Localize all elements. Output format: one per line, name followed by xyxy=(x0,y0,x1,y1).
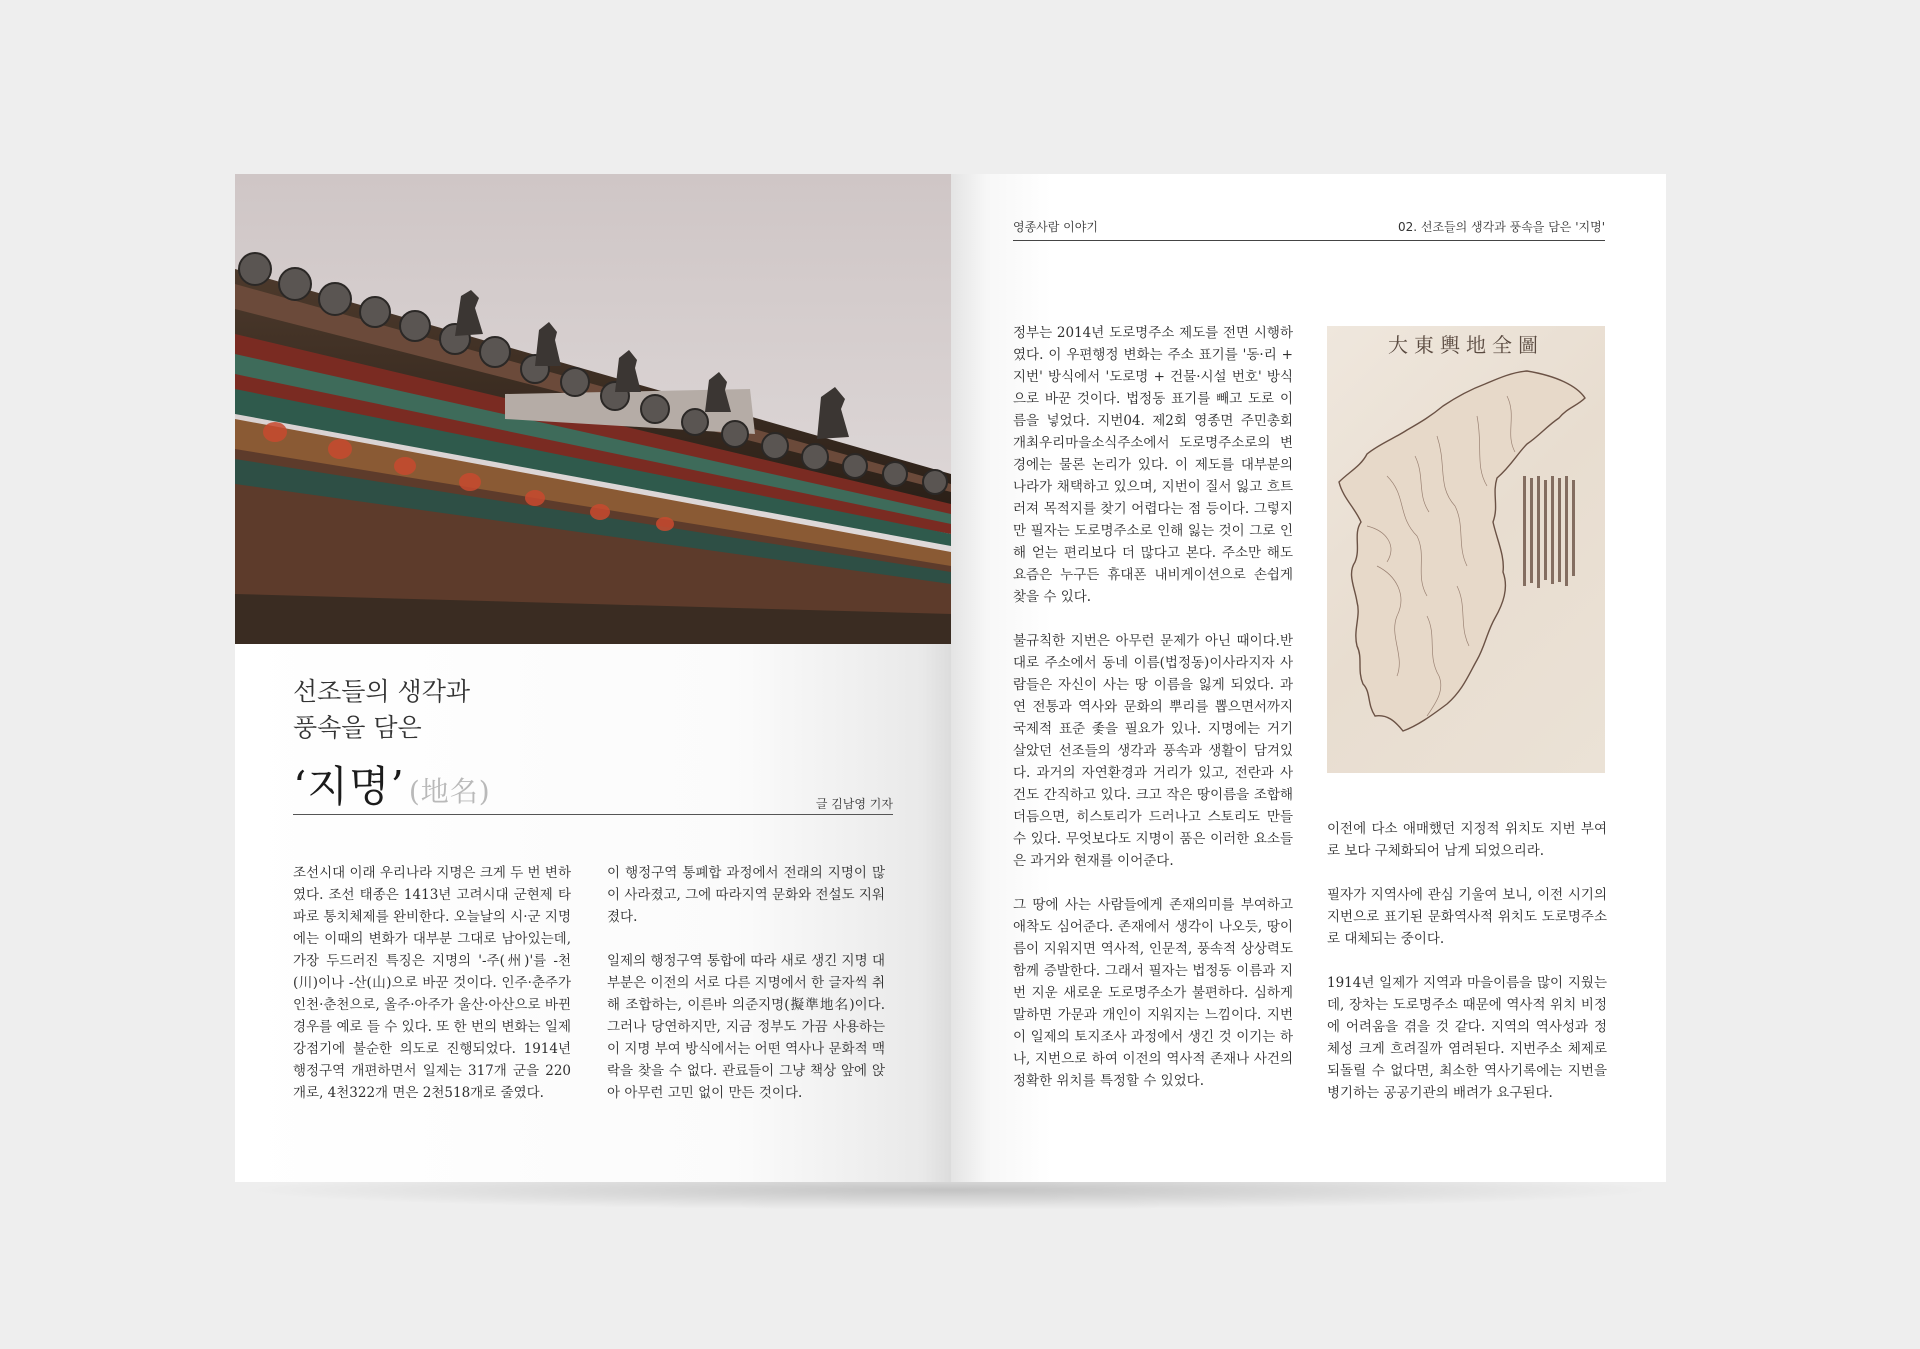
paragraph: 그 땅에 사는 사람들에게 존재의미를 부여하고 애착도 심어준다. 존재에서 생각이 나오듯, 땅이름이 지워지면 역사적, 인문적, 풍속적 상상력도 함께 증발한다. 그래서 필자는 법정동 이름과 지번 지운 새로운 도로명주소가 불편하다. 심하게 말하면 가문과 개인이 지워지는 느낌이다. 지번이 일제의 토지조사 과정에서 생긴 것 이기는 하나, 지번으로 하여 이전의 역사적 존재나 사건의 정확한 위치를 특정할 수 있었다. xyxy=(1013,897,1293,1089)
palace-roof-photo xyxy=(235,174,951,644)
paragraph: 이전에 다소 애매했던 지정적 위치도 지번 부여로 보다 구체화되어 남게 되었으리라. xyxy=(1327,821,1607,859)
running-head-left: 영종사람 이야기 xyxy=(1013,220,1098,234)
article-headline xyxy=(293,754,491,814)
headline-text: ‘지명’ xyxy=(293,762,405,811)
left-page xyxy=(235,174,951,1182)
map-title: 大東輿地全圖 xyxy=(1388,333,1544,357)
article-subtitle xyxy=(293,674,893,746)
running-head-right: 02. 선조들의 생각과 풍속을 담은 '지명' xyxy=(1397,220,1605,234)
paragraph: 정부는 2014년 도로명주소 제도를 전면 시행하였다. 이 우편행정 변화는 주소 표기를 '동·리 + 지번' 방식에서 '도로명 + 건물·시설 번호' 방식으로 바꾼 것이다. 법정동 표기를 빼고 도로 이름을 넣었다. 지번04. 제2회 영종면 주민총회 개최우리마을소식주소에서 도로명주소로의 변경에는 물론 논리가 있다. 이 제도를 대부분의 나라가 채택하고 있으며, 지번이 질서 잃고 흐트러져 목적지를 찾기 어렵다는 점 등이다. 그렇지만 필자는 도로명주소로 인해 잃는 것이 그로 인해 얻는 편리보다 더 많다고 본다. 주소만 해도 요즘은 누구든 휴대폰 내비게이션으로 손쉽게 찾을 수 있다. xyxy=(1013,325,1293,605)
daedong-yeojido-map xyxy=(1327,326,1605,773)
paragraph: 1914년 일제가 지역과 마을이름을 많이 지웠는데, 장차는 도로명주소 때문에 역사적 위치 비정에 어려움을 겪을 것 같다. 지역의 역사성과 정체성 크게 흐려질까 염려된다. 지번주소 체제로 되돌릴 수 없다면, 최소한 역사기록에는 지번을 병기하는 공공기관의 배려가 요구된다. xyxy=(1327,975,1607,1101)
subtitle-line-1: 선조들의 생각과 xyxy=(293,677,470,706)
right-column-2 xyxy=(1327,818,1607,1126)
left-column-1 xyxy=(293,862,571,1126)
paragraph: 일제의 행정구역 통합에 따라 새로 생긴 지명 대부분은 이전의 서로 다른 지명에서 한 글자씩 취해 조합하는, 이른바 의준지명(擬準地名)이다. 그러나 당연하지만, 지금 정부도 가끔 사용하는 이 지명 부여 방식에서는 어떤 역사나 문화적 맥락을 찾을 수 없다. 관료들이 그냥 책상 앞에 앉아 아무런 고민 없이 만든 것이다. xyxy=(607,953,885,1101)
running-head xyxy=(1013,218,1605,241)
byline: 글 김남영 기자 xyxy=(815,797,893,811)
paragraph: 이 행정구역 통폐합 과정에서 전래의 지명이 많이 사라졌고, 그에 따라지역 문화와 전설도 지워졌다. xyxy=(607,865,885,925)
right-column-1 xyxy=(1013,322,1293,1114)
headline-row xyxy=(293,758,893,815)
left-column-2 xyxy=(607,862,885,1126)
paragraph: 불규칙한 지번은 아무런 문제가 아닌 때이다.반대로 주소에서 동네 이름(법정동)이사라지자 사람들은 자신이 사는 땅 이름을 잃게 되었다. 과연 전통과 역사와 문화의 뿌리를 뽑으면서까지 국제적 표준 좇을 필요가 있나. 지명에는 거기 살았던 선조들의 생각과 풍속과 생활이 담겨있다. 과거의 자연환경과 거리가 있고, 전란과 사건도 간직하고 있다. 크고 작은 땅이름을 조합해 더듬으면, 히스토리가 드러나고 스토리도 만들 수 있다. 무엇보다도 지명이 품은 이러한 요소들은 과거와 현재를 이어준다. xyxy=(1013,633,1293,869)
paragraph: 조선시대 이래 우리나라 지명은 크게 두 번 변하였다. 조선 태종은 1413년 고려시대 군현제 타파로 통치체제를 완비한다. 오늘날의 시·군 지명에는 이때의 변화가 대부분 그대로 남아있는데, 가장 두드러진 특징은 지명의 '-주(州)'를 -천(川)이나 -산(山)으로 바꾼 것이다. 인주·춘주가 인천·춘천으로, 올주·아주가 울산·아산으로 바뀐 경우를 예로 들 수 있다. 또 한 번의 변화는 일제강점기에 불순한 의도로 진행되었다. 1914년 행정구역 개편하면서 일제는 317개 군을 220개로, 4천322개 면은 2천518개로 줄였다. xyxy=(293,865,571,1101)
right-page xyxy=(951,174,1666,1182)
headline-hanja: (地名) xyxy=(408,775,491,808)
paragraph: 필자가 지역사에 관심 기울여 보니, 이전 시기의 지번으로 표기된 문화역사적 위치도 도로명주소로 대체되는 중이다. xyxy=(1327,887,1607,947)
subtitle-line-2: 풍속을 담은 xyxy=(293,713,422,742)
